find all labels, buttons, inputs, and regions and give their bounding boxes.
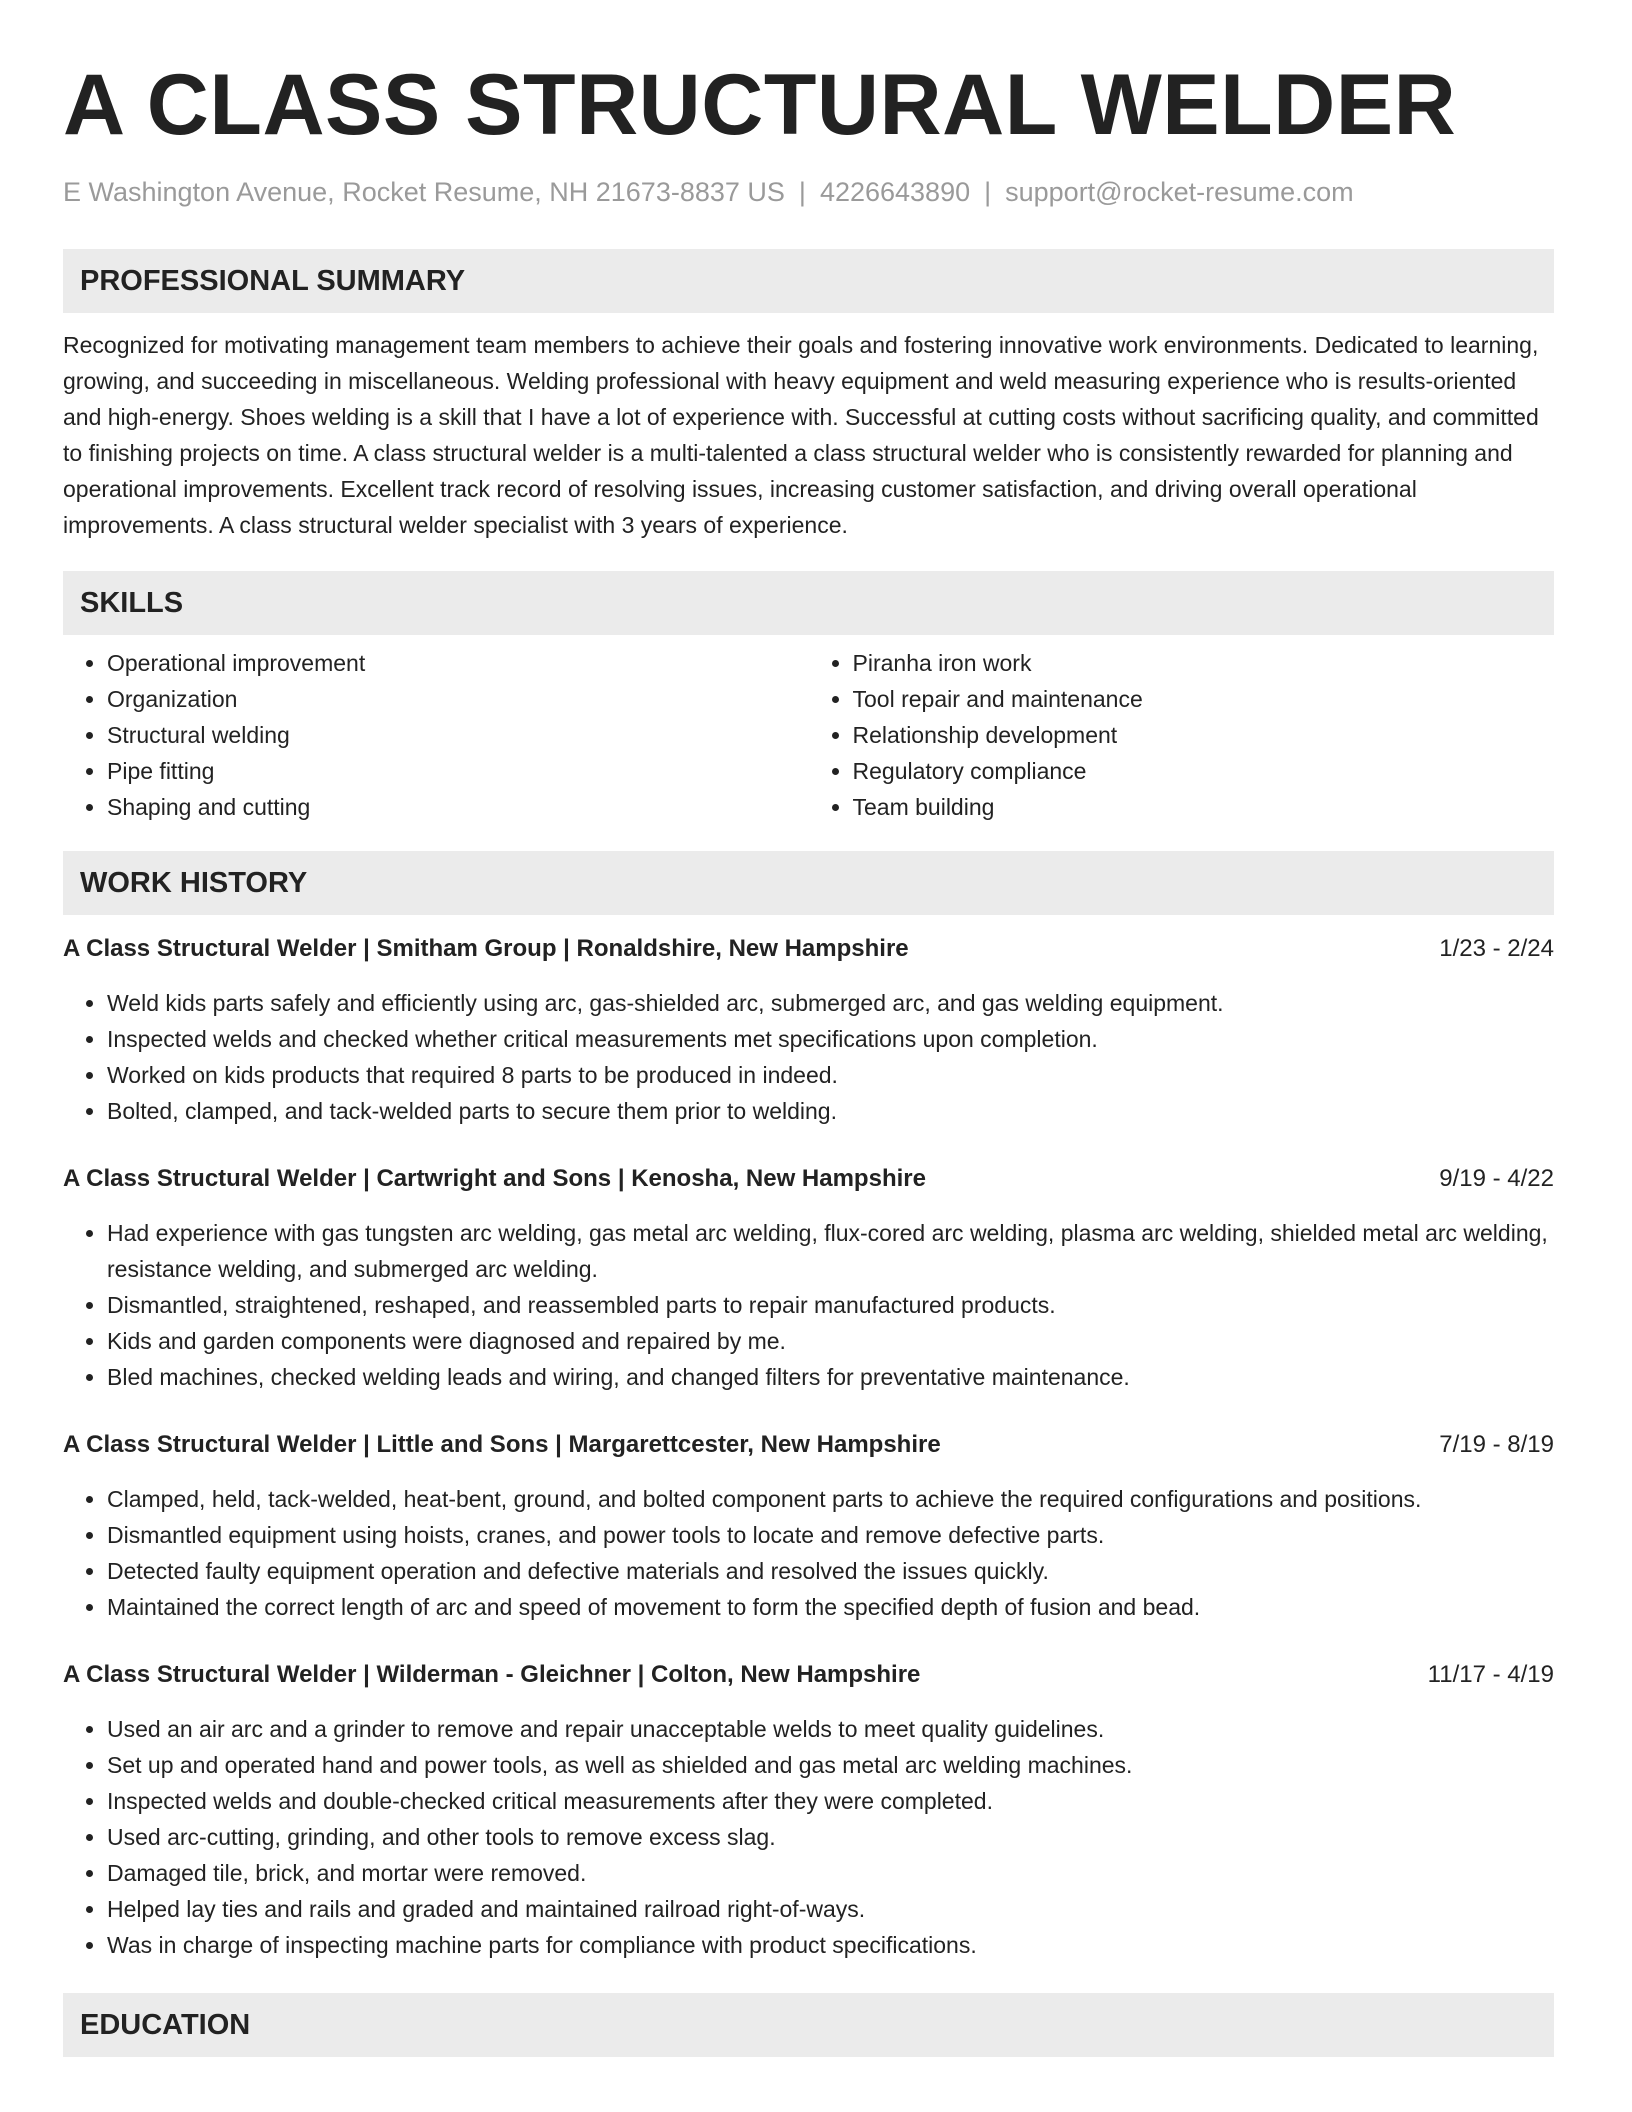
job-dates: 9/19 - 4/22 — [1439, 1165, 1554, 1192]
job-bullet: • Kids and garden components were diagnosed and repaired by me. — [107, 1323, 1554, 1359]
job-header — [63, 1657, 1554, 1693]
job-bullet: • Set up and operated hand and power tools, as well as shielded and gas metal arc welding machines. — [107, 1747, 1554, 1783]
candidate-name: A CLASS STRUCTURAL WELDER — [63, 57, 1457, 153]
job-bullet: • Inspected welds and checked whether critical measurements met specifications upon completion. — [107, 1021, 1554, 1057]
skill-item: • Regulatory compliance — [853, 753, 1555, 789]
resume-page — [63, 55, 1554, 2057]
contact-address: E Washington Avenue, Rocket Resume, NH 21673-8837 US — [63, 177, 785, 207]
job-bullet: • Inspected welds and double-checked critical measurements after they were completed. — [107, 1783, 1554, 1819]
job-bullet: • Used arc-cutting, grinding, and other tools to remove excess slag. — [107, 1819, 1554, 1855]
skill-item: • Team building — [853, 789, 1555, 825]
job-bullets — [63, 985, 1554, 1129]
work-history-heading: WORK HISTORY — [63, 851, 1554, 915]
skill-item: • Piranha iron work — [853, 645, 1555, 681]
skill-item: • Organization — [107, 681, 809, 717]
job-entry — [63, 1657, 1554, 1963]
job-header — [63, 1427, 1554, 1463]
skill-item: • Tool repair and maintenance — [853, 681, 1555, 717]
job-bullets — [63, 1215, 1554, 1395]
contact-separator: | — [798, 177, 806, 207]
job-bullet: • Bolted, clamped, and tack-welded parts to secure them prior to welding. — [107, 1093, 1554, 1129]
skill-item: • Relationship development — [853, 717, 1555, 753]
job-bullet: • Weld kids parts safely and efficiently using arc, gas-shielded arc, submerged arc, and gas welding equipment. — [107, 985, 1554, 1021]
job-entry — [63, 931, 1554, 1129]
job-header — [63, 931, 1554, 967]
contact-phone: 4226643890 — [819, 177, 971, 207]
job-bullet: • Used an air arc and a grinder to remove and repair unacceptable welds to meet quality guidelines. — [107, 1711, 1554, 1747]
skills-column-left — [63, 645, 809, 825]
job-bullet: • Helped lay ties and rails and graded and maintained railroad right-of-ways. — [107, 1891, 1554, 1927]
job-bullet: • Worked on kids products that required 8 parts to be produced in indeed. — [107, 1057, 1554, 1093]
skills-column-right — [809, 645, 1555, 825]
skill-item: • Shaping and cutting — [107, 789, 809, 825]
job-entry — [63, 1427, 1554, 1625]
summary-text: Recognized for motivating management team members to achieve their goals and fostering innovative work environments. Dedicated to learning, growing, and succeeding in miscellaneous. Welding professional with heavy equipment and weld measuring experience who is results-oriented and high-energy. Shoes welding is a skill that I have a lot of experience with. Successful at cutting costs without sacrificing quality, and committed to finishing projects on time. A class structural welder is a multi-talented a class structural welder who is consistently rewarded for planning and operational improvements. Excellent track record of resolving issues, increasing customer satisfaction, and driving overall operational improvements. A class structural welder specialist with 3 years of experience. — [63, 332, 1539, 538]
contact-email: support@rocket-resume.com — [1005, 177, 1354, 207]
job-bullet: • Detected faulty equipment operation and defective materials and resolved the issues quickly. — [107, 1553, 1554, 1589]
summary-heading: PROFESSIONAL SUMMARY — [63, 249, 1554, 313]
job-title: A Class Structural Welder | Cartwright and Sons | Kenosha, New Hampshire — [63, 1165, 926, 1192]
job-bullet: • Clamped, held, tack-welded, heat-bent, ground, and bolted component parts to achieve the required configurations and positions. — [107, 1481, 1554, 1517]
job-bullets — [63, 1481, 1554, 1625]
skill-item: • Structural welding — [107, 717, 809, 753]
contact-separator: | — [984, 177, 992, 207]
job-header — [63, 1161, 1554, 1197]
job-bullets — [63, 1711, 1554, 1963]
job-bullet: • Maintained the correct length of arc and speed of movement to form the specified depth of fusion and bead. — [107, 1589, 1554, 1625]
skill-item: • Operational improvement — [107, 645, 809, 681]
job-bullet: • Had experience with gas tungsten arc welding, gas metal arc welding, flux-cored arc welding, plasma arc welding, shielded metal arc welding, resistance welding, and submerged arc welding. — [107, 1215, 1554, 1287]
contact-line — [63, 175, 1554, 209]
skill-item: • Pipe fitting — [107, 753, 809, 789]
job-bullet: • Damaged tile, brick, and mortar were removed. — [107, 1855, 1554, 1891]
job-bullet: • Dismantled, straightened, reshaped, and reassembled parts to repair manufactured products. — [107, 1287, 1554, 1323]
job-title: A Class Structural Welder | Little and Sons | Margarettcester, New Hampshire — [63, 1431, 941, 1458]
job-title: A Class Structural Welder | Smitham Group | Ronaldshire, New Hampshire — [63, 935, 909, 962]
job-bullet: • Dismantled equipment using hoists, cranes, and power tools to locate and remove defective parts. — [107, 1517, 1554, 1553]
job-title: A Class Structural Welder | Wilderman - Gleichner | Colton, New Hampshire — [63, 1661, 921, 1688]
job-dates: 7/19 - 8/19 — [1439, 1431, 1554, 1458]
job-dates: 1/23 - 2/24 — [1439, 935, 1554, 962]
skills-list — [63, 645, 1554, 825]
job-entry — [63, 1161, 1554, 1395]
job-dates: 11/17 - 4/19 — [1427, 1661, 1554, 1688]
skills-heading: SKILLS — [63, 571, 1554, 635]
job-bullet: • Was in charge of inspecting machine parts for compliance with product specifications. — [107, 1927, 1554, 1963]
education-heading: EDUCATION — [63, 1993, 1554, 2057]
job-bullet: • Bled machines, checked welding leads and wiring, and changed filters for preventative maintenance. — [107, 1359, 1554, 1395]
